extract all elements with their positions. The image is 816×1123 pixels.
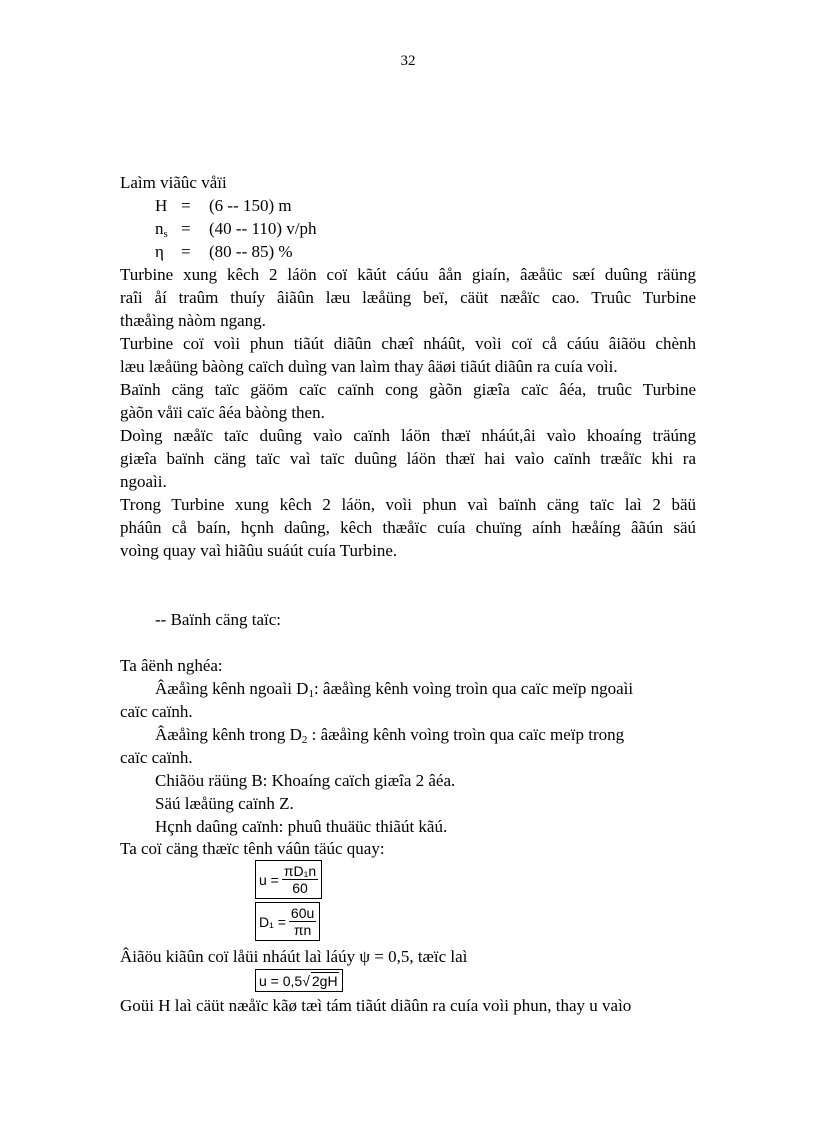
param-symbol: H — [155, 196, 168, 215]
param-row — [155, 218, 317, 240]
definition-intro: Ta âënh nghéa: — [120, 656, 223, 675]
param-equals: = — [181, 242, 191, 261]
intro-line: Laìm viãûc våïi — [120, 173, 227, 192]
definition-item: Chiãöu räüng B: Khoaíng caïch giæîa 2 âéa. — [155, 771, 456, 790]
paragraph-line: voìng quay vaì hiãûu suáút cuía Turbine. — [120, 541, 398, 560]
definition-d2: Âæåìng kênh trong $D_2$ : âæåìng kênh voìng troìn qua caïc meïp trong — [155, 725, 625, 746]
paragraph-line: Trong Turbine xung kêch 2 láön, voìi phun vaì baïnh cäng taïc laì 2 bäü — [120, 495, 696, 514]
paragraph-line: Doìng næåïc taïc duûng vaìo caïnh láön thæï nháút,âi vaìo khoaíng träúng — [120, 426, 696, 445]
last-line: Goüi H laì cäüt næåïc kãø tæì tám tiãút diãûn ra cuía voìi phun, thay u vaìo — [120, 996, 632, 1015]
paragraph-line: gàõn våïi caïc âéa bàòng then. — [120, 403, 325, 422]
paragraph-line: læu læåüng bàòng caïch duìng van laìm thay âäøi tiãút diãûn ra cuía voìi. — [120, 357, 618, 376]
paragraph-line: Turbine xung kêch 2 láön coï kãút cáúu âån giaín, âæåüc sæí duûng räüng — [120, 265, 696, 284]
paragraph-line: giæîa baïnh cäng taïc vaì taïc duûng láön thæï hai vaìo caïnh træåïc khi ra — [120, 449, 696, 468]
param-equals: = — [181, 196, 191, 215]
param-symbol: $n_s$ — [155, 219, 168, 240]
param-value: (40 -- 110) v/ph — [209, 219, 317, 238]
param-value: (80 -- 85) % — [209, 242, 293, 261]
param-equals: = — [181, 219, 191, 238]
paragraph-line: ngoaìi. — [120, 472, 167, 491]
formula-u: u = $\frac{\text{πD₁n}}{60}$ — [255, 860, 322, 899]
formula-u-sqrt: u = 0,5 √ 2gH — [255, 969, 343, 992]
paragraph-line: pháûn cå baín, hçnh daûng, kêch thæåïc cuía chuïng aính hæåíng âãún säú — [120, 518, 696, 537]
condition-line: Âiãöu kiãûn coï låüi nháút laì láúy ψ = 0,5, tæïc laì — [120, 947, 468, 966]
definition-item: Säú læåüng caïnh Z. — [155, 794, 294, 813]
section-heading: -- Baïnh cäng taïc: — [155, 610, 282, 629]
paragraph-line: raîi åí traûm thuíy âiãûn læu læåüng beï, cäüt næåïc cao. Truûc Turbine — [120, 288, 696, 307]
formula-d1: D₁ = $\frac{60u}{\pi n}$ — [255, 902, 320, 941]
definition-item: Hçnh daûng caïnh: phuû thuäüc thiãút kãú. — [155, 817, 448, 836]
speed-intro: Ta coï cäng thæïc tênh váûn täúc quay: — [120, 839, 385, 858]
param-symbol: η — [155, 242, 164, 261]
definition-d2-cont: caïc caïnh. — [120, 748, 193, 767]
param-value: (6 -- 150) m — [209, 196, 292, 215]
page-number: 32 — [400, 53, 416, 69]
paragraph-line: Turbine coï voìi phun tiãút diãûn chæî nháût, voìi coï cå cáúu âiãöu chènh — [120, 334, 696, 353]
param-row — [155, 241, 293, 263]
param-row — [155, 195, 292, 217]
definition-d1-cont: caïc caïnh. — [120, 702, 193, 721]
paragraph-line: thæåìng nàòm ngang. — [120, 311, 266, 330]
paragraph-line: Baïnh cäng taïc gäöm caïc caïnh cong gàõn giæîa caïc âéa, truûc Turbine — [120, 380, 696, 399]
definition-d1: Âæåìng kênh ngoaìi $D_1$: âæåìng kênh voìng troìn qua caïc meïp ngoaìi — [155, 679, 634, 700]
